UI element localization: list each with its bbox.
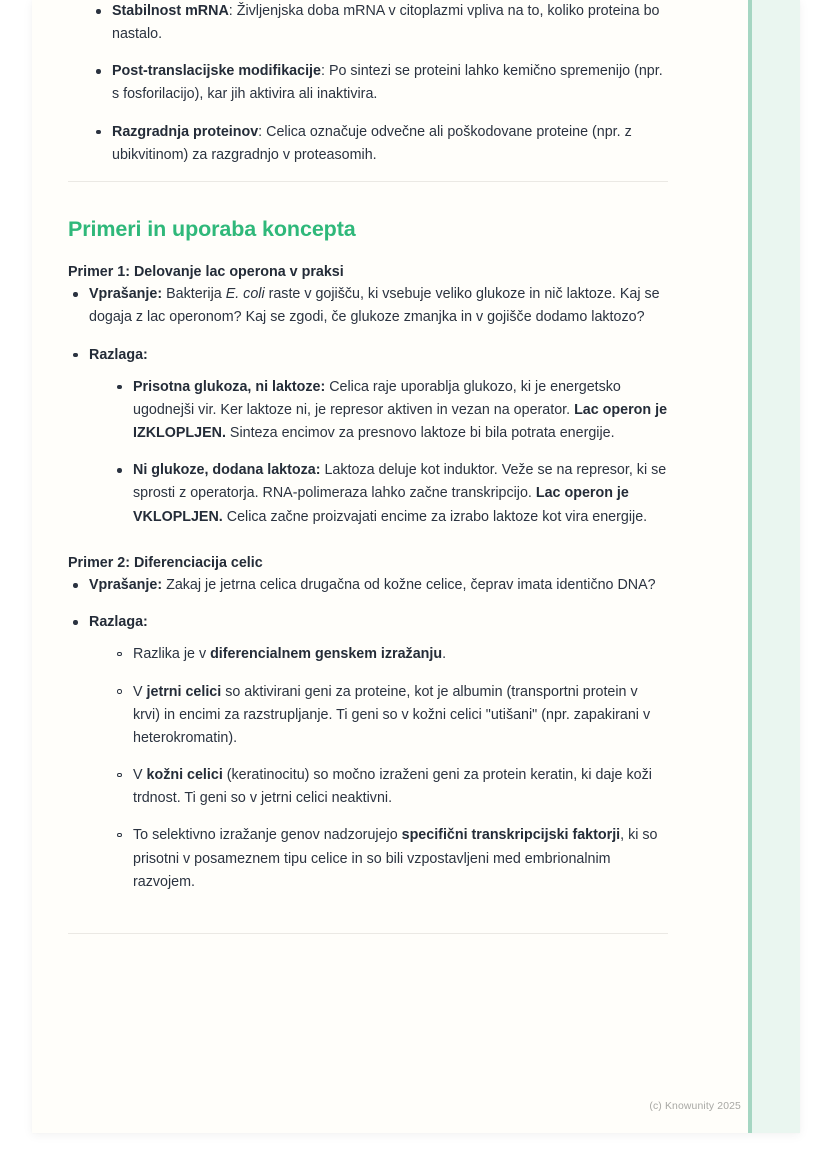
list-item bbox=[112, 824, 668, 893]
list-item bbox=[91, 0, 668, 46]
example1-explanation bbox=[68, 344, 668, 529]
sub-item-bold: specifični transkripcijski faktorji bbox=[401, 827, 621, 844]
example2-list bbox=[68, 574, 668, 894]
example1-question bbox=[68, 283, 668, 329]
sub-item-text-b: Celica začne proizvajati encime za izrabo laktoze kot vira energije. bbox=[222, 508, 648, 525]
sub-item-text-a: Laktoza deluje kot induktor. Veže se na represor, ki se sprosti z operatorja. RNA-polimeraza lahko začne transkripcijo. bbox=[133, 462, 667, 502]
question-text: Zakaj je jetrna celica drugačna od kožne celice, čeprav imata identično DNA? bbox=[162, 577, 656, 594]
footer-copyright: (c) Knowunity 2025 bbox=[649, 1101, 741, 1112]
sub-item-term: Ni glukoze, dodana laktoza: bbox=[133, 462, 321, 479]
side-accent-bar bbox=[748, 0, 752, 1133]
explanation-label: Razlaga: bbox=[89, 614, 148, 631]
list-item bbox=[112, 643, 668, 666]
sub-item-post: . bbox=[442, 646, 447, 663]
sub-item-bold: jetrni celici bbox=[146, 683, 222, 700]
list-item bbox=[112, 376, 668, 445]
example1-subheading: Primer 1: Delovanje lac operona v praksi bbox=[68, 263, 344, 280]
example2-explanation bbox=[68, 611, 668, 894]
sub-item-bold-mid: Lac operon je IZKLOPLJEN. bbox=[133, 401, 668, 442]
sub-item-pre: V bbox=[133, 683, 147, 700]
example2-subheading: Primer 2: Diferenciacija celic bbox=[68, 554, 263, 571]
document-content bbox=[68, 0, 668, 1133]
sub-item-pre: V bbox=[133, 767, 147, 784]
sub-item-bold: diferencialnem genskem izražanju bbox=[210, 646, 443, 663]
explanation-label: Razlaga: bbox=[89, 346, 148, 363]
sub-item-post: so aktivirani geni za proteine, kot je albumin (transportni protein v krvi) in encimi za razstrupljanje. Ti geni so v kožni celici "utišani" (npr. zapakirani v heterokromatin). bbox=[133, 683, 651, 746]
sub-item-pre: To selektivno izražanje genov nadzorujejo bbox=[133, 827, 402, 844]
sub-item-bold-mid: Lac operon je VKLOPLJEN. bbox=[133, 485, 629, 525]
sub-item-pre: Razlika je v bbox=[133, 646, 211, 663]
list-item-text: Celica označuje odvečne ali poškodovane proteine (npr. z ubikvitinom) za razgradnjo v proteasomih. bbox=[112, 123, 632, 163]
sub-item-text-a: Celica raje uporablja glukozo, ki je energetsko ugodnejši vir. Ker laktoze ni, je represor aktiven in vezan na operator. bbox=[133, 378, 621, 418]
divider-bottom-wrap bbox=[68, 933, 668, 934]
list-item bbox=[91, 121, 668, 167]
divider-top-wrap bbox=[68, 181, 668, 182]
list-item-separator: : bbox=[258, 123, 267, 140]
list-item-term: Razgradnja proteinov bbox=[112, 123, 259, 140]
question-label: Vprašanje: bbox=[89, 286, 163, 303]
list-item-separator: : bbox=[320, 63, 329, 80]
top-bullet-list bbox=[91, 0, 668, 167]
document-page bbox=[32, 0, 800, 1133]
list-item-term: Stabilnost mRNA bbox=[112, 3, 229, 19]
example2-question bbox=[68, 574, 668, 597]
example1-sublist bbox=[89, 376, 668, 529]
question-text-part2: raste v gojišču, ki vsebuje veliko glukoze in nič laktoze. Kaj se dogaja z lac operonom? Kaj se zgodi, če glukoze zmanjka in v gojišče dodamo laktozo? bbox=[89, 286, 660, 326]
question-text-part1: Bakterija bbox=[162, 286, 226, 303]
list-item-text: Po sintezi se proteini lahko kemično spremenijo (npr. s fosforilacijo), kar jih aktivira ali inaktivira. bbox=[112, 63, 663, 103]
sub-item-post: (keratinocitu) so močno izraženi geni za protein keratin, ki daje koži trdnost. Ti geni so v jetrni celici neaktivni. bbox=[133, 767, 652, 807]
list-item bbox=[112, 681, 668, 750]
example1-list bbox=[68, 283, 668, 528]
sub-item-term: Prisotna glukoza, ni laktoze: bbox=[133, 378, 326, 395]
example2-sublist bbox=[89, 643, 668, 893]
section-heading: Primeri in uporaba koncepta bbox=[68, 216, 356, 241]
list-item-term: Post-translacijske modifikacije bbox=[112, 63, 321, 80]
sub-item-bold: kožni celici bbox=[146, 767, 223, 784]
list-item-separator: : bbox=[228, 3, 237, 19]
list-item-text: Življenjska doba mRNA v citoplazmi vpliva na to, koliko proteina bo nastalo. bbox=[112, 3, 660, 43]
question-italic-term: E. coli bbox=[225, 286, 265, 303]
list-item bbox=[112, 459, 668, 528]
list-item bbox=[91, 60, 668, 106]
list-item bbox=[112, 764, 668, 810]
sub-item-text-b: Sinteza encimov za presnovo laktoze bi bila potrata energije. bbox=[225, 425, 615, 442]
section-divider-bottom bbox=[68, 933, 668, 934]
right-side-panel bbox=[748, 0, 800, 1133]
section-divider bbox=[68, 181, 668, 182]
question-label: Vprašanje: bbox=[89, 577, 163, 594]
sub-item-post: , ki so prisotni v posameznem tipu celice in so bili vzpostavljeni med embrionalnim razvojem. bbox=[133, 827, 658, 890]
